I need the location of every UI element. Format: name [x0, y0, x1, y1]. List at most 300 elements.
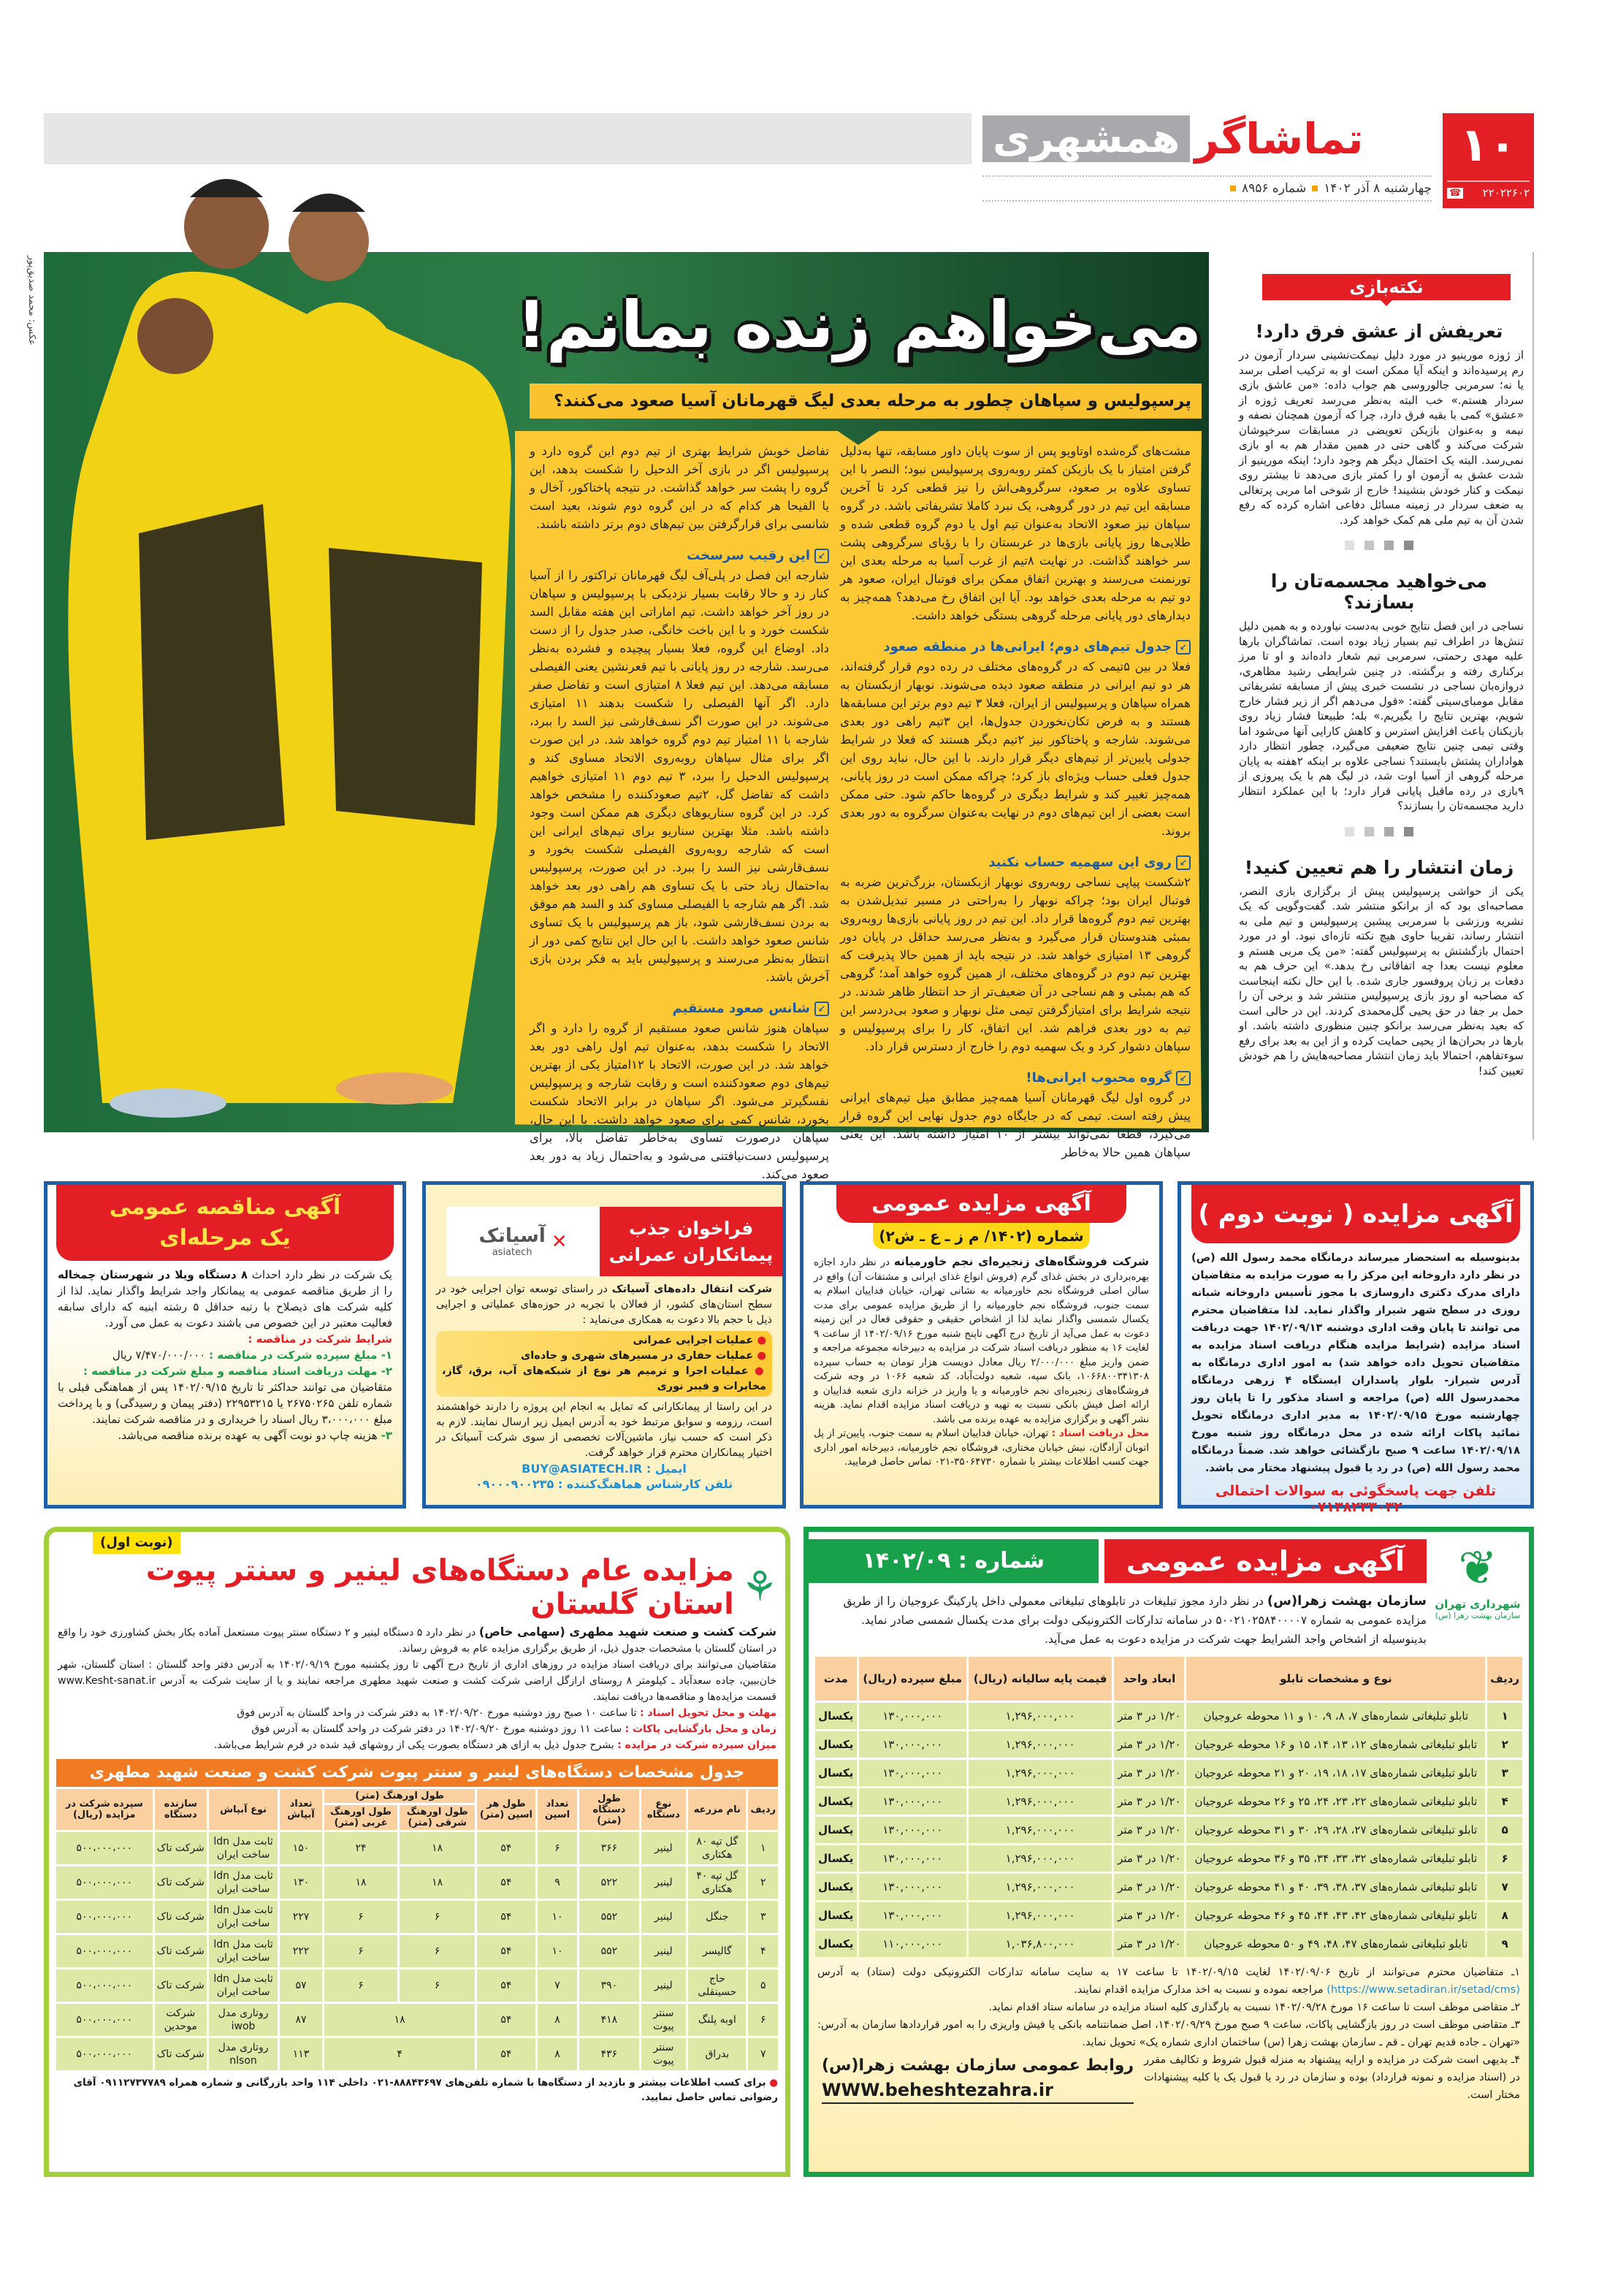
divider-square [1404, 827, 1413, 836]
table-cell: ۱۳۰,۰۰۰,۰۰۰ [859, 1845, 966, 1872]
behesht-note: ۲ـ متقاضی موظف است تا ساعت ۱۶ مورخ ۱۴۰۲/۰۹/۲۸ نسبت به بارگذاری کلیه اسناد مزایده در سامانه ستاد اقدام نماید. [988, 2002, 1520, 2013]
table-row [815, 1874, 1522, 1900]
table-cell: ۵۴ [477, 1832, 535, 1864]
behesht-note: ۳ـ متقاضی موظف است در روز بازگشایی پاکات، ساعت ۹ صبح مورخ ۱۴۰۲/۰۹/۲۹، اصل ضمانتنامه بانکی یا فیش واریزی را به امور قراردادها سازمان به آدرس: «تهران ـ جاده قدیم تهران ـ قم ـ سازمان بهشت زهرا (س) ساختمان اداری شماره یک» تحویل نماید. [817, 2019, 1520, 2048]
table-cell: ۴ [324, 2038, 475, 2070]
table-cell: ۹ [1487, 1931, 1522, 1957]
golestan-opening: ساعت ۱۱ روز دوشنبه مورخ ۱۴۰۲/۰۹/۲۰ در دفتر شرکت در واحد گلستان به آدرس فوق [251, 1723, 622, 1735]
setad-url-link[interactable]: (https://www.setadiran.ir/setad/cms) [1327, 1984, 1520, 1996]
asiatech-body [426, 1276, 782, 1498]
arrow-box-icon: ↙ [1176, 640, 1191, 655]
table-cell: لینیر [641, 1832, 687, 1864]
tender-ad-title [56, 1185, 394, 1261]
behesht-website[interactable]: WWW.beheshtezahra.ir [822, 2078, 1134, 2104]
opening-label: زمان و محل بازگشایی پاکات : [625, 1723, 776, 1735]
table-cell: ثابت مدل ldn ساخت ایران [209, 1935, 278, 1967]
table-cell: ۷ [748, 2038, 778, 2070]
table-cell: ۱,۰۳۶,۸۰۰,۰۰۰ [969, 1931, 1112, 1957]
table-cell: ۱,۲۹۶,۰۰۰,۰۰۰ [969, 1731, 1112, 1758]
column-header: طول اورهنگ غربی (متر) [324, 1805, 397, 1830]
table-cell: یکسال [815, 1902, 857, 1929]
table-cell: ۱۳۰,۰۰۰,۰۰۰ [859, 1874, 966, 1900]
table-cell: ۱۸ [324, 1866, 397, 1899]
section-divider [1234, 827, 1524, 836]
golestan-company: شرکت کشت و صنعت شهید مطهری (سهامی خاص) [478, 1625, 777, 1639]
tender-deposit-label: ۱- مبلغ سپرده شرکت در مناقصه : [208, 1349, 392, 1362]
clinic-ad-body: بدینوسیله به استحضار میرساند درمانگاه محمد رسول الله (ص) در نظر دارد داروخانه این مرکز را به صورت مزایده به متقاضیان دارای مدرک دکتری داروسازی با مجوز تأسیس داروخانه شبانه روزی در سطح شهر شیراز واگذار نماید. لذا متقاضیان محترم می توانند تا پایان وقت اداری دوشنبه ۱۴۰۲/۰۹/۱۳ جهت دریافت اسناد مزایده (شرایط مزایده هنگام دریافت اسناد مزایده به متقاضیان تحویل داده خواهد شد) به امور اداری درمانگاه به آدرس شیراز- بلوار پاسداران ایستگاه ۴ زرهی درمانگاه محمدرسول الله (ص) مراجعه و اسناد مذکور را تا پایان روز چهارشنبه مورخ ۱۴۰۲/۰۹/۱۵ به مدیر اداری درمانگاه تحویل نمائید پاکات ارائه شده در محل درمانگاه روز شنبه مورخ ۱۴۰۲/۰۹/۱۸ ساعت ۹ صبح بازگشائی خواهد شد. ضمناً درمانگاه محمد رسول الله (ص) در رد یا قبول پیشنهاد مختار می باشد. [1191, 1252, 1520, 1474]
asiatech-title-line2: پیمانکاران عمرانی [608, 1244, 774, 1265]
football-players-photo [44, 95, 526, 1132]
table-cell: تابلو تبلیغاتی شماره‌های ۷، ۸، ۹، ۱۰ و ۱۱ محوطه عروجیان [1186, 1703, 1485, 1729]
table-cell: ۵۰۰،۰۰۰،۰۰۰ [56, 2038, 153, 2070]
deposit-label: میزان سپرده شرکت در مزایده : [617, 1739, 776, 1751]
tender-intro-bold: ۸ دستگاه ویلا در شهرستان چمخاله [58, 1268, 248, 1281]
table-row [56, 1832, 778, 1864]
table-row [815, 1760, 1522, 1786]
table-cell: ۲ [1487, 1731, 1522, 1758]
table-cell: ۶ [400, 1969, 475, 2002]
asiatech-service-item [442, 1349, 766, 1364]
najm-auction-ad [800, 1181, 1163, 1509]
tender-cost-text: هزینه چاپ دو نوبت آگهی به عهده برنده مناقصه می‌باشد. [118, 1429, 378, 1442]
table-cell: ۱۳۰,۰۰۰,۰۰۰ [859, 1902, 966, 1929]
table-cell: ۵۷ [280, 1969, 322, 2002]
table-cell: یکسال [815, 1788, 857, 1815]
billboard-table [809, 1649, 1529, 1959]
table-cell: ۱۳۰,۰۰۰,۰۰۰ [859, 1731, 966, 1758]
table-cell: لینیر [641, 1866, 687, 1899]
table-cell: ۱۰ [538, 1901, 578, 1933]
table-cell: سنتر پیوت [641, 2038, 687, 2070]
table-cell: ۳۶۶ [579, 1832, 638, 1864]
clinic-ad-title: آگهی مزایده ( نوبت دوم ) [1191, 1185, 1520, 1243]
table-cell: شرکت تاک [155, 1866, 207, 1899]
table-cell: ۱,۲۹۶,۰۰۰,۰۰۰ [969, 1874, 1112, 1900]
table-cell: یکسال [815, 1731, 857, 1758]
table-cell: ۵۰۰،۰۰۰،۰۰۰ [56, 1969, 153, 2002]
logo-gray-text: همشهری [982, 115, 1190, 162]
behesht-zahra-auction-ad [804, 1527, 1534, 2177]
table-cell: ۵۴ [477, 2038, 535, 2070]
sidebar-story-body: یکی از حواشی پرسپولیس پیش از برگزاری بازی النصر، مصاحبه‌ای بود که از برانکو منتشر شد. گفت‌وگویی که یک نشریه ورزشی با سرمربی پیشین پرسپولیس و تیم ملی به انتشار رساند، تقریبا حاوی هیچ نکته تازه‌ای نبود. او در مورد احتمال بازگشتش به پرسپولیس گفته: «من یک مربی هستم و معلوم نیست بعدا چه اتفاقاتی رخ بدهد.» این حرف هم به دفعات بر زبان پروفسور جاری شده. با این حال نکته اینجاست که مصاحبه او روز بازی پرسپولیس منتشر شد و برخی آن را حمل بر جفا در حق یحیی گل‌محمدی کردند. این در حالی است که بعید به‌نظر می‌رسد برانکو چنین منظوری داشته باشد. او بارها در بحران‌ها از یحیی حمایت کرده و از این به بعد برای رفع سوءتفاهم، احتمالا باید زمان انتشار مصاحبه‌هایش را هم خودش تعیین کند! [1239, 884, 1524, 1078]
subheading-text: روی این سهمیه حساب نکنید [988, 855, 1172, 870]
asiatech-title-line1: فراخوان جذب [628, 1218, 754, 1239]
golestan-documents-text: متقاضیان می‌توانند برای دریافت اسناد مزایده در روزهای اداری از تاریخ درج آگهی تا روز یکشنبه مورخ ۱۴۰۲/۰۹/۱۹ به آدرس دفتر واحد گلستان : استان گلستان، شهر خان‌ببین، جاده سعدآباد ـ کیلومتر ۸ روستای ارازگل اراضی شرکت کشت و صنعت شهید مطهری مراجعه نمایند و یا از سایت شرکت به آدرس www.Kesht-sanat.ir قسمت مزایده‌ها و مناقصه‌ها دریافت نمایند. [58, 1659, 777, 1703]
issue-number: شماره ۸۹۵۶ [1241, 181, 1307, 196]
table-row [815, 1703, 1522, 1729]
clinic-ad-phone: تلفن جهت پاسخگوئی به سوالات احتمالی ۰۷۱۳۸۲۳۳۰۳۲ [1215, 1483, 1497, 1515]
table-cell: ۱۱۰,۰۰۰,۰۰۰ [859, 1931, 966, 1957]
divider-square [1345, 827, 1354, 836]
table-cell: ۲۲۷ [280, 1901, 322, 1933]
asiatech-title [600, 1207, 782, 1276]
column-header: ابعاد واحد [1114, 1657, 1184, 1701]
asiatech-phone: تلفن کارشناس هماهنگ‌کننده : ۰۹۰۰۰۹۰۰۲۳۵ [475, 1477, 733, 1491]
table-cell: تابلو تبلیغاتی شماره‌های ۲۷، ۲۸، ۲۹، ۳۰ و ۳۱ محوطه عروجیان [1186, 1817, 1485, 1843]
table-cell: ۱۸ [400, 1866, 475, 1899]
asiatech-logo-en: asiatech [492, 1247, 533, 1258]
table-cell: ۵۰۰،۰۰۰،۰۰۰ [56, 1832, 153, 1864]
article-subheading [530, 999, 829, 1018]
tender-conditions-title: شرایط شرکت در مناقصه : [248, 1332, 392, 1346]
table-cell: ۵۰۰،۰۰۰،۰۰۰ [56, 1901, 153, 1933]
table-cell: ۵۵۲ [579, 1901, 638, 1933]
behesht-notes [809, 1959, 1529, 2111]
column-header: ردیف [748, 1789, 778, 1830]
table-cell: یکسال [815, 1817, 857, 1843]
table-cell: ۸ [1487, 1902, 1522, 1929]
divider-square [1404, 541, 1413, 550]
table-cell: تابلو تبلیغاتی شماره‌های ۲۲، ۲۳، ۲۴، ۲۵ و ۲۶ محوطه عروجیان [1186, 1788, 1485, 1815]
golestan-auction-ad [44, 1527, 790, 2177]
table-cell: ۶ [1487, 1845, 1522, 1872]
table-cell: ۸۷ [280, 2004, 322, 2036]
table-cell: ۱۰ [538, 1935, 578, 1967]
asiatech-service-item [442, 1333, 766, 1349]
table-cell: ۸ [538, 2004, 578, 2036]
table-cell: تابلو تبلیغاتی شماره‌های ۳۲، ۳۳، ۳۴، ۳۵ و ۳۶ محوطه عروجیان [1186, 1845, 1485, 1872]
asiatech-body-text: در این راستا از پیمانکارانی که تمایل به انجام این پروژه را دارند خواهشمند است، رزومه و سوابق مرتبط خود به آدرس ایمیل زیر ارسال نمایند. لازم به ذکر است که حسب نیاز، ماشین‌آلات تخصصی از سوی شرکت آسیاتک در اختیار پیمانکاران محترم قرار خواهد گرفت. [436, 1401, 772, 1459]
table-cell: ۵۴ [477, 1935, 535, 1967]
table-row [56, 1866, 778, 1899]
golestan-footer [49, 2072, 785, 2109]
table-cell: یکسال [815, 1874, 857, 1900]
tender-title-line1: آگهی مناقصه عمومی [109, 1194, 341, 1220]
column-header: نوع و مشخصات تابلو [1186, 1657, 1485, 1701]
tender-deadline-text: متقاضیان می توانند حداکثر تا تاریخ ۱۴۰۲/۰۹/۱۵ پس از هماهنگی قبلی با شماره تلفن ۲۶۷۵۰۲۶۵ یا ۲۲۹۵۳۲۱۵ (دفتر پیمان و رسیدگی) و با پرداخت مبلغ ۳،۰۰۰،۰۰۰ ریال اسناد را خریداری و در مناقصه شرکت نمایند. [58, 1381, 392, 1426]
golestan-equipment-table [49, 1787, 785, 2072]
table-cell: ۲ [748, 1866, 778, 1899]
table-cell: ۱/۲۰ در ۳ متر [1114, 1731, 1184, 1758]
page-number-box [1443, 113, 1534, 208]
table-cell: ۶ [400, 1901, 475, 1933]
article-subheading [840, 853, 1191, 872]
table-cell: ۴۳۶ [579, 2038, 638, 2070]
najm-ad-title: آگهی مزایده عمومی [836, 1185, 1126, 1223]
column-header: طول اورهنگ شرقی (متر) [400, 1805, 475, 1830]
table-cell: ۱,۲۹۶,۰۰۰,۰۰۰ [969, 1760, 1112, 1786]
table-cell: تابلو تبلیغاتی شماره‌های ۴۲، ۴۳، ۴۴، ۴۵ و ۴۶ محوطه عروجیان [1186, 1902, 1485, 1929]
service-text: عملیات حفاری در مسیرهای شهری و جاده‌ای [520, 1350, 754, 1362]
column-header: نوع آبپاش [209, 1789, 278, 1830]
golestan-body [49, 1621, 785, 1756]
behesht-intro: در نظر دارد مجوز تبلیغات در تابلوهای تبلیغاتی معمولی داخل پارکینگ عروجیان را از طریق مزایده عمومی به شماره ۵۰۰۲۱۰۲۵۸۴۰۰۰۰۷ در سامانه تدارکات الکترونیکی دولت برای مدت یکسال شمسی صادر نماید. بدینوسیله از اشخاص واجد الشرایط جهت شرکت در مزایده دعوت به عمل می‌آید. [843, 1595, 1427, 1646]
column-header: نوع دستگاه [641, 1789, 687, 1830]
main-headline: می‌خواهم زنده بمانم! [516, 287, 1202, 362]
golestan-intro: در نظر دارد ۵ دستگاه لینیر و ۲ دستگاه سنتر پیوت مستعمل آماده بکار بخش کشاورزی خود را واقع در استان گلستان با مشخصات جدول ذیل، از طریق برگزاری مزایده عام به فروش رساند. [58, 1627, 776, 1655]
bullet-icon: ● [757, 1335, 766, 1346]
tender-deposit-value: ۷/۴۷۰/۰۰۰/۰۰۰ ریال [112, 1349, 206, 1362]
sidebar-stories [1234, 321, 1524, 1078]
table-cell: ۱,۲۹۶,۰۰۰,۰۰۰ [969, 1817, 1112, 1843]
table-cell: ثابت مدل ldn ساخت ایران [209, 1969, 278, 2002]
article-column-right [840, 442, 1191, 1159]
sidebar-story-body: نساجی در این فصل نتایج خوبی به‌دست نیاورده و به همین دلیل تنش‌ها در اطراف تیم بسیار زیاد بوده است. تماشاگران بارها علیه مهدی رحمتی، سرمربی تیم شعار داده‌اند و او تا مرز برکناری رفته و برگشته. در چنین شرایطی رشید مظاهری، دروازه‌بان نساجی در نشست خبری پیش از مسابقه تشریفاتی مقابل مومبای‌سیتی گفته: «قول می‌دهم اگر از زیر فشار خارج شویم، بهترین نتایج را بگیریم.» بله؛ طبیعتا فشار زیاد روی بازیکنان باعث افزایش استرس و کاهش کارایی آنها می‌شود اما وقتی تیمی چنین نتایج ضعیفی می‌گیرد، چطور انتظار دارد هواداران پشتش بایستند؟ نساجی علاوه بر اینکه ۲هفته به پایان مرحله گروهی از آسیا اوت شد، در لیگ هم با یک پیروزی از ۹بازی در رده ماقبل پایانی قرار دارد؛ با این عملکرد انتظار دارید مجسمه‌تان را بسازند؟ [1238, 619, 1524, 812]
table-cell: ۱/۲۰ در ۳ متر [1114, 1874, 1184, 1900]
asiatech-company: شرکت انتقال داده‌های آسیاتک [611, 1284, 772, 1295]
golestan-table [54, 1787, 780, 2072]
table-cell: ۳۹۰ [579, 1969, 638, 2002]
najm-ad-number: شماره (۱۴۰۲/ م ز ـ ع ـ ش۲) [873, 1223, 1090, 1249]
table-cell: شرکت تاک [155, 1969, 207, 2002]
photo-credit: عکس: محمد صدیق‌پور [26, 256, 37, 346]
table-cell: شرکت تاک [155, 2038, 207, 2070]
table-cell: ثابت مدل ldn ساخت ایران [209, 1832, 278, 1864]
sidebar-column [1234, 252, 1534, 1140]
table-row [815, 1817, 1522, 1843]
tender-intro: یک شرکت در نظر دارد احداث [251, 1268, 392, 1281]
table-row [815, 1731, 1522, 1758]
asiatech-intro: در راستای توسعه توان اجرایی خود در سطح استان‌های کشور، از فعالان با تجربه در حوزه‌های عملیاتی و اجرایی ذیل با حجم بالا دعوت به همکاری می‌نماید : [436, 1284, 772, 1326]
bullet-icon: ● [769, 2077, 778, 2089]
table-row [56, 2038, 778, 2070]
asiatech-logo [446, 1207, 600, 1276]
table-cell: ۶ [748, 2004, 778, 2036]
municipality-emblem-icon: ❦ [1458, 1541, 1497, 1595]
billboard-table-grid [813, 1655, 1524, 1959]
table-cell: لینیر [641, 1935, 687, 1967]
section-divider [1234, 541, 1524, 550]
table-cell: ۱۱۳ [280, 2038, 322, 2070]
table-cell: بدراق [688, 2038, 746, 2070]
behesht-header [809, 1532, 1529, 1649]
table-cell: ۷ [538, 1969, 578, 2002]
behesht-note-tail: مراجعه نموده و نسبت به اخذ مدارک مزایده اقدام نمایند. [1074, 1984, 1324, 1996]
behesht-ad-title: آگهی مزایده عمومی [1104, 1539, 1427, 1583]
bullet-icon: ● [757, 1350, 766, 1362]
table-cell: ۶ [324, 1935, 397, 1967]
najm-body-text: در نظر دارد اجازه بهره‌برداری در بخش غذای گرم (فروش انواع غذای ایرانی و مشتقات آن) واقع در سالن اصلی فروشگاه نجم خاورمیانه به نشانی تهران، خیابان فداییان اسلام به سمت جنوب، فروشگاه نجم خاورمیانه را از طریق مزایده عمومی برای مدت یکسال شمسی واگذار نماید لذا از اشخاص حقیقی و حقوقی فعال در این زمینه دعوت به عمل می‌آید از تاریخ درج آگهی تاپنج شنبه مورخ ۱۴۰۲/۰۹/۱۶ از ساعت ۹ لغایت ۱۶ به منظور دریافت اسناد شرکت در مزایده به دبیرخانه مجموعه مراجعه و ضمن واریز مبلغ ۲/۰۰۰/۰۰۰ ریال معادل دویست هزار تومان به حساب سپرده ۱۰۶۶۸۰۰۳۴۱۳۰۸، بانک سپه، شعبه دولت‌آباد، کد شعبه ۱۰۶۶ در وجه شرکت فروشگاه‌های زنجیره‌ای نجم خاورمیانه و یا واریز در خزانه داری شعبه فداییان و ارائه اصل فیش بانکی نسبت به تهیه و دریافت اسناد مزایده اقدام نماید. هزینه نشر آگهی و برگزاری مزایده به عهده برنده می باشد. [814, 1256, 1150, 1425]
table-cell: حاج حسینقلی [688, 1969, 746, 2002]
behesht-signature-block [822, 2054, 1144, 2104]
column-header: مبلغ سپرده (ریال) [859, 1657, 966, 1701]
behesht-note: ۱ـ متقاضیان محترم می‌توانند از تاریخ ۱۴۰۲/۰۹/۰۶ لغایت ۱۴۰۲/۰۹/۱۵ تا ساعت ۱۷ به سایت سامانه تدارکات الکترونیکی دولت (ستاد) به آدرس [817, 1967, 1520, 1978]
table-cell: ۱۳۰,۰۰۰,۰۰۰ [859, 1703, 966, 1729]
najm-company: شرکت فروشگاه‌های زنجیره‌ای نجم خاورمیانه [893, 1255, 1150, 1268]
subheadline: پرسپولیس و سپاهان چطور به مرحله بعدی لیگ قهرمانان آسیا صعود می‌کنند؟ [530, 384, 1202, 419]
table-header-row [56, 1789, 778, 1803]
table-cell: ۴ [1487, 1788, 1522, 1815]
table-row [56, 1901, 778, 1933]
logo-line1: شهرداری تهران [1435, 1598, 1521, 1611]
wheat-logo-icon: ⚘ [741, 1563, 778, 1611]
column-header: طول اورهنگ (متر) [324, 1789, 475, 1803]
table-cell: ۵۲۲ [579, 1866, 638, 1899]
arrow-box-icon: ↙ [814, 549, 829, 563]
table-cell: یکسال [815, 1845, 857, 1872]
table-cell: ۵۰۰،۰۰۰،۰۰۰ [56, 1866, 153, 1899]
bullet-icon: ● [755, 1365, 766, 1377]
divider-square [1384, 827, 1394, 836]
asiatech-ad [422, 1181, 786, 1509]
table-cell: ۱۵۰ [280, 1832, 322, 1864]
table-cell: ۱۸ [324, 2004, 475, 2036]
golestan-table-title: جدول مشخصات دستگاه‌های لینیر و سنتر پیوت شرکت کشت و صنعت شهید مطهری [56, 1759, 778, 1787]
sidebar-story-title: زمان انتشار را هم تعیین کنید! [1244, 856, 1514, 878]
tehran-municipality-logo [1434, 1539, 1522, 1620]
subheading-text: جدول تیم‌های دوم؛ ایرانی‌ها در منطقه صعود [883, 639, 1172, 655]
arrow-box-icon: ↙ [1176, 855, 1191, 870]
table-cell: ۵۰۰،۰۰۰،۰۰۰ [56, 2004, 153, 2036]
column-header: طول هر اسپن (متر) [477, 1789, 535, 1830]
golestan-deadline: تا ساعت ۱۰ صبح روز دوشنبه مورخ ۱۴۰۲/۰۹/۲۰ به دفتر شرکت در واحد گلستان به آدرس فوق [237, 1707, 637, 1719]
behesht-org-name: سازمان بهشت زهرا(س) [1267, 1593, 1427, 1609]
tender-ad [44, 1181, 406, 1509]
divider-square [1364, 827, 1374, 836]
table-cell: ۶ [538, 1832, 578, 1864]
table-cell: ۵۴ [477, 2004, 535, 2036]
table-cell: ۵۴ [477, 1901, 535, 1933]
service-text: عملیات اجرایی عمرانی [633, 1335, 754, 1346]
tender-ad-body [47, 1261, 402, 1449]
table-cell: یکسال [815, 1931, 857, 1957]
golestan-title: مزایده عام دستگاه‌های لینیر و سنتر پیوت استان گلستان [145, 1554, 734, 1621]
table-cell: ۱ [748, 1832, 778, 1864]
table-cell: ۵ [1487, 1817, 1522, 1843]
table-cell: ۱,۲۹۶,۰۰۰,۰۰۰ [969, 1703, 1112, 1729]
behesht-note: ۴ـ بدیهی است شرکت در مزایده و ارایه پیشنهاد به منزله قبول شروط و تکالیف مقرر در (اسناد مزایده و نمونه قرارداد) بوده و سازمان در رد یا قبول یک یا کلیه پیشنهادات مختار است. [1144, 2054, 1520, 2101]
asiatech-header [446, 1207, 782, 1276]
subheading-text: شانس صعود مستقیم [672, 1001, 810, 1016]
asiatech-x-icon: ✕ [551, 1230, 568, 1253]
table-cell: شرکت تاک [155, 1832, 207, 1864]
table-cell: ۶ [324, 1969, 397, 2002]
table-cell: گل تپه ۴۰ هکتاری [688, 1866, 746, 1899]
article-paragraph: در گروه اول لیگ قهرمانان آسیا همه‌چیز مطابق میل تیم‌های ایرانی پیش رفته است. تیمی که در جایگاه دوم جدول نهایی این گروه قرار می‌گیرد، قطعا نمی‌تواند بیشتر از ۱۰ امتیاز داشته باشد. این یعنی سپاهان همین حالا به‌خاطر [840, 1091, 1191, 1159]
table-cell: ۴ [748, 1935, 778, 1967]
table-cell: ۱/۲۰ در ۳ متر [1114, 1817, 1184, 1843]
table-cell: ۴۱۸ [579, 2004, 638, 2036]
phone-icon: ☎ [1447, 188, 1463, 199]
column-header: مدت [815, 1657, 857, 1701]
table-cell: ۱/۲۰ در ۳ متر [1114, 1788, 1184, 1815]
najm-location: تهران، خیابان فداییان اسلام به سمت جنوب، پایین‌تر از پل اتوبان آزادگان، نبش خیابان مختاری، فروشگاه نجم خاورمیانه، دبیرخانه امور اداری جهت کسب اطلاعات بیشتر با شماره ۳۵۰۶۴۷۳۰-۰۲۱ تماس حاصل فرمایید. [814, 1427, 1149, 1468]
article-paragraph: ۲شکست پیاپی نساجی روبه‌روی نوبهار ازبکستان، بزرگ‌ترین ضربه به فوتبال ایران بود؛ چراکه نوبهار را به‌راحتی در مسیر تبدیل‌شدن به بهترین تیم دوم گروه‌ها قرار داد. این تیم در روز پایانی بازی‌ها روبه‌روی بمبئی هندوستان قرار می‌گیرد و به‌نظر می‌رسد حداقل در پایان دور گروهی ۱۳ امتیازی خواهد شد. در نتیجه باید از همین حالا پذیرفت که بهترین تیم دوم در گروه‌های مختلف، از همین گروه خواهد آمد؛ گروهی که هم بمبئی و هم نساجی در آن ضعیف‌تر از حد انتظار ظاهر شدند. در نتیجه شرایط برای امتیازگرفتن تیمی مثل نوبهار و صعود بی‌دردسر این تیم به دور بعدی فراهم شد. این اتفاق، کار را برای پرسپولیس و سپاهان دشوار کرد و یک سهمیه دوم را خارج از دسترس قرار داد. [840, 875, 1191, 1053]
asiatech-services-list [436, 1331, 772, 1397]
column-header: سپرده شرکت در مزایده (ریال) [56, 1789, 153, 1830]
table-cell: یکسال [815, 1760, 857, 1786]
table-cell: ۵۵۲ [579, 1935, 638, 1967]
sidebar-story-body: از ژوزه مورینیو در مورد دلیل نیمکت‌نشینی سردار آزمون در رم پرسیده‌اند و اینکه آیا ممکن است او به ترکیب اصلی برسد یا نه؛ سرمربی جالوروسی هم جواب داده: «من عاشق بازی سردار هستم.» خب البته به‌نظر می‌رسد تعریف ژوزه از «عشق» کمی با بقیه فرق دارد، چرا که آزمون همچنان نصفه و نیمه و به‌عنوان بازیکن تعویضی در مسابقات سرخپوشان شرکت می‌کند و گاهی حتی در همین مقدار هم به او بازی نمی‌رسد. البته یک احتمال دیگر هم وجود دارد؛ اینکه مورینیو از شدت عشق به آزمون او را کمتر بازی می‌دهد تا بیشتر روی نیمکت و کنار خودش بنشیند! خارج از شوخی اما مربی پرتغالی به ضعف سردار در زمینه مسائل دفاعی اشاره کرده که رفع شدن آن به تیم ملی هم کمک خواهد کرد. [1239, 348, 1524, 527]
sidebar-story-title: می‌خواهید مجسمه‌تان را بسازند؟ [1270, 571, 1488, 613]
behesht-signature: روابط عمومی سازمان بهشت زهرا(س) [822, 2056, 1134, 2075]
logo-line2: سازمان بهشت زهرا (س) [1435, 1611, 1521, 1620]
column-header: تعداد اسپن [538, 1789, 578, 1830]
table-cell: ۱/۲۰ در ۳ متر [1114, 1902, 1184, 1929]
table-cell: ثابت مدل ldn ساخت ایران [209, 1901, 278, 1933]
table-row [56, 1935, 778, 1967]
table-cell: ثابت مدل ldn ساخت ایران [209, 1866, 278, 1899]
asiatech-email[interactable]: ایمیل : BUY@ASIATECH.IR [522, 1462, 687, 1476]
table-cell: تابلو تبلیغاتی شماره‌های ۱۲، ۱۳، ۱۴، ۱۵ و ۱۶ محوطه عروجیان [1186, 1731, 1485, 1758]
column-header: ردیف [1487, 1657, 1522, 1701]
deadline-label: مهلت و محل تحویل اسناد : [640, 1707, 776, 1719]
table-cell: روتاری مدل nlson [209, 2038, 278, 2070]
divider-square [1384, 541, 1394, 550]
table-cell: ۱,۲۹۶,۰۰۰,۰۰۰ [969, 1902, 1112, 1929]
subheading-text: این رقیب سرسخت [687, 548, 810, 563]
article-subheading [840, 638, 1191, 656]
divider-square [1345, 541, 1354, 550]
golestan-footer-text: برای کسب اطلاعات بیشتر و بازدید از دستگاه‌ها با شماره تلفن‌های ۸۸۸۴۳۶۹۷-۰۲۱ داخلی ۱۱۴ واحد بازرگانی و شماره همراه ۰۹۱۱۲۷۳۷۷۸۹ آقای رضوانی تماس حاصل نمایید. [73, 2077, 778, 2103]
table-cell: ۱/۲۰ در ۳ متر [1114, 1703, 1184, 1729]
newspaper-logo [982, 110, 1435, 168]
dateline [982, 175, 1432, 202]
table-row [815, 1931, 1522, 1957]
table-cell: ۶ [400, 1935, 475, 1967]
table-cell: ۱,۲۹۶,۰۰۰,۰۰۰ [969, 1845, 1112, 1872]
table-cell: تابلو تبلیغاتی شماره‌های ۴۷، ۴۸، ۴۹ و ۵۰ محوطه عروجیان [1186, 1931, 1485, 1957]
tender-title-line2: یک مرحله‌ای [159, 1225, 291, 1251]
table-cell: ۳ [1487, 1760, 1522, 1786]
table-cell: ۱۳۰,۰۰۰,۰۰۰ [859, 1760, 966, 1786]
service-text: عملیات اجرا و ترمیم هر نوع از شبکه‌های آب، برق، گاز، مخابرات و فیبر نوری [442, 1365, 766, 1392]
article-subheading [530, 546, 829, 565]
article-paragraph: تفاضل خوبش شرایط بهتری از تیم دوم این گروه دارد و پرسپولیس اگر در بازی آخر الدحیل را شکست بدهد، این گروه را پشت سر خواهد گذاشت. در نتیجه پاختاکور، آخال و یا الفیحا هر کدام که در این گروه دوم شوند، بعید است شانسی برای قرارگرفتن بین تیم‌های دوم برتر داشته باشند. [530, 444, 829, 531]
table-cell: ۱/۲۰ در ۳ متر [1114, 1931, 1184, 1957]
article-paragraph: فعلا در بین ۵تیمی که در گروه‌های مختلف در رده دوم قرار گرفته‌اند، هر دو تیم ایرانی در منطقه صعود دیده می‌شوند. نوبهار ازبکستان به همراه سپاهان و پرسپولیس از ایران، فعلا ۳ تیم دوم برتر این مسابقه‌ها هستند و به فرض تکان‌نخوردن جدول‌ها، این ۳تیم راهی دور بعدی می‌شوند. شارجه و پاختاکور نیز ۲تیم دیگر هستند که فعلا در شرایط جدولی پایین‌تر از تیم‌های دیگر قرار دارند. با این حال، نباید روی این جدول فعلی حساب ویژه‌ای باز کرد؛ چراکه ممکن است در روز پایانی، همه‌چیز تغییر کند و شرایط دیگری در گروه‌ها حاکم شود. حتی ممکن است بعضی از این تیم‌های دوم در نهایت به‌عنوان سرگروه به دور بعدی بروند. [840, 660, 1191, 838]
logo-red-text: تماشاگر [1194, 114, 1364, 164]
arrow-box-icon: ↙ [1176, 1071, 1191, 1086]
table-cell: شرکت تاک [155, 1935, 207, 1967]
tender-cost-label: ۳- [381, 1429, 392, 1442]
table-cell: ۹ [538, 1866, 578, 1899]
table-cell: یکسال [815, 1703, 857, 1729]
column-header: تعداد آبپاش [280, 1789, 322, 1830]
table-cell: ۱/۲۰ در ۳ متر [1114, 1845, 1184, 1872]
column-header: قیمت پایه سالیانه (ریال) [969, 1657, 1112, 1701]
table-row [56, 2004, 778, 2036]
article-paragraph: مشت‌های گره‌شده اوتاویو پس از سوت پایان داور مسابقه، تنها به‌دلیل گرفتن امتیاز با یک بازیکن کمتر روبه‌روی پرسپولیس نبود؛ النصر با این تساوی علاوه بر صعود، سرگروهی‌اش را نیز قطعی کرد تا آخرین مسابقه این تیم در دور گروهی، یک نبرد کاملا تشریفاتی باشد. در گروه سپاهان نیز صعود الاتحاد به‌عنوان تیم اول یا دوم گروه قطعی شده و طلایی‌ها روز پایانی بازی‌ها در عربستان را با رؤیای سرگروهی پشت سر خواهند گذاشت. در نهایت ۸تیم از غرب آسیا به مرحله بعدی این تورنمنت می‌رسند و بهترین اتفاق ممکن برای فوتبال ایران، صعود هر دو تیم به مرحله بعدی خواهد بود. آیا این اتفاق رخ می‌دهد؟ همه‌چیز به دیدارهای دور پایانی مرحله گروهی بستگی خواهد داشت. [840, 444, 1191, 622]
golestan-badge: (نوبت اول) [93, 1532, 180, 1554]
column-header: نام مزرعه [688, 1789, 746, 1830]
table-cell: ۳ [748, 1901, 778, 1933]
table-row [56, 1969, 778, 2002]
table-cell: ۱ [1487, 1703, 1522, 1729]
table-cell: ۲۲۲ [280, 1935, 322, 1967]
table-cell: ۸ [538, 2038, 578, 2070]
table-cell: سنتر پیوت [641, 2004, 687, 2036]
table-cell: ۲۴ [324, 1832, 397, 1864]
table-cell: ۱,۲۹۶,۰۰۰,۰۰۰ [969, 1788, 1112, 1815]
table-cell: ۵۰۰،۰۰۰،۰۰۰ [56, 1935, 153, 1967]
table-cell: ۵۴ [477, 1969, 535, 2002]
table-cell: اوبه پلنگ [688, 2004, 746, 2036]
divider-square [1364, 541, 1374, 550]
table-row [815, 1788, 1522, 1815]
page-number: ۱۰ [1459, 118, 1517, 172]
golestan-deposit: بشرح جدول ذیل به ازای هر دستگاه بصورت یکی از روشهای قید شده در فرم شرایط می‌باشد. [213, 1739, 614, 1751]
table-cell: ۱۳۰,۰۰۰,۰۰۰ [859, 1817, 966, 1843]
table-cell: تابلو تبلیغاتی شماره‌های ۳۷، ۳۸، ۳۹، ۴۰ و ۴۱ محوطه عروجیان [1186, 1874, 1485, 1900]
table-cell: ۶ [324, 1901, 397, 1933]
clinic-auction-ad [1177, 1181, 1534, 1515]
table-cell: ۱۳۰ [280, 1866, 322, 1899]
behesht-ad-number: شماره : ۱۴۰۲/۰۹ [809, 1539, 1099, 1583]
table-cell: تابلو تبلیغاتی شماره‌های ۱۷، ۱۸، ۱۹، ۲۰ و ۲۱ محوطه عروجیان [1186, 1760, 1485, 1786]
table-row [815, 1845, 1522, 1872]
table-cell: ۱/۲۰ در ۳ متر [1114, 1760, 1184, 1786]
article-paragraph: شارجه این فصل در پلی‌آف لیگ قهرمانان تراکتور را از آسیا کنار زد و حالا رقابت بسیار نزدیکی با پرسپولیس و سپاهان در روز آخر خواهد داشت. تیم اماراتی این هفته مقابل السد شکست خورد و با این باخت خانگی، صدر جدول را از دست داد. اوضاع این گروه، فعلا بسیار پیچیده و فشرده به‌نظر می‌رسد. شارجه در روز پایانی با تیم قعرنشین یعنی الفیصلی مسابقه می‌دهد. این تیم فعلا ۸ امتیازی است و تفاضل صفر دارد. اگر آنها الفیصلی را شکست بدهند ۱۱ امتیازی می‌شوند. در این صورت اگر نسف‌قارشی نیز السد را ببرد، شارجه با ۱۱ امتیاز تیم دوم گروه خواهد شد. در این صورت اگر برای مثال سپاهان روبه‌روی الاتحاد مساوی کند و پرسپولیس الدحیل را ببرد، ۳ تیم دوم ۱۱ امتیازی خواهیم داشت که تفاضل گل، ۲تیم صعودکننده را مشخص خواهد کرد. در این گروه سناریوهای دیگری هم ممکن است وجود داشته باشد. مثلا بهترین سناریو برای تیم‌های ایرانی این است که شارجه روبه‌روی الفیصلی شکست بخورد و نسف‌قارشی نیز السد را ببرد. در این صورت، پرسپولیس به‌احتمال زیاد حتی با یک تساوی هم راهی دور بعد خواهد شد. اگر هم شارجه با الفیصلی مساوی کند و السد هم موفق به بردن نسف‌قارشی شود، باز هم پرسپولیس با یک تساوی شانس صعود خواهد داشت. با این حال این نتایج کمی دور از انتظار به‌نظر می‌رسند و پرسپولیس باید به فکر بردن بازی آخرش باشد. [530, 568, 829, 984]
table-header-row [815, 1657, 1522, 1701]
column-header: طول دستگاه (متر) [579, 1789, 638, 1830]
phone-number: ۲۲۰۲۲۶۰۲ [1482, 186, 1530, 199]
table-row [815, 1902, 1522, 1929]
article-column-left [530, 442, 829, 1181]
table-cell: ۱۳۰,۰۰۰,۰۰۰ [859, 1788, 966, 1815]
table-cell: گل تپه ۸۰ هکتاری [688, 1832, 746, 1864]
asiatech-logo-fa: آسیاتک [478, 1225, 546, 1247]
